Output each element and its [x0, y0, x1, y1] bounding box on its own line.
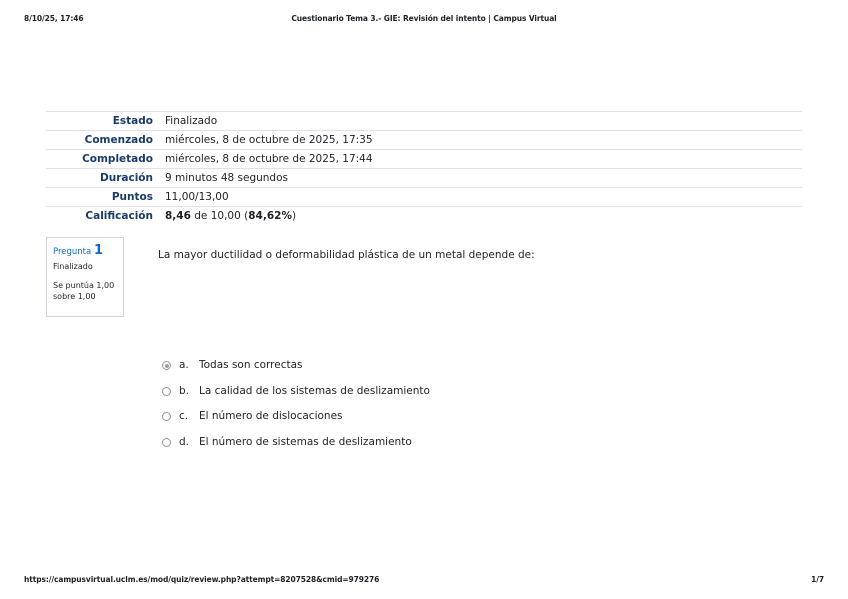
summary-row-duracion [46, 169, 802, 188]
summary-label: Duración [100, 172, 153, 184]
answer-letter: d. [179, 435, 190, 448]
summary-value [163, 207, 802, 226]
radio-icon[interactable] [162, 387, 171, 396]
question-label: Pregunta [53, 247, 92, 257]
print-header [24, 14, 824, 26]
summary-value: 9 minutos 48 segundos [165, 172, 288, 184]
summary-row-puntos [46, 188, 802, 207]
radio-selected-icon[interactable] [162, 361, 171, 370]
print-footer [24, 575, 824, 587]
answer-letter: a. [179, 359, 189, 371]
question-state: Finalizado [53, 262, 93, 271]
question-text: La mayor ductilidad o deformabilidad plástica de un metal depende de: [158, 249, 535, 261]
answer-text: El número de dislocaciones [199, 410, 343, 422]
summary-label: Estado [112, 115, 153, 127]
grade-score: 8,46 [165, 210, 191, 223]
answer-letter: c. [179, 410, 189, 422]
print-url: https://campusvirtual.uclm.es/mod/quiz/review.php?attempt=8207528&cmid=979276 [24, 575, 380, 584]
answer-option-a[interactable] [162, 359, 430, 385]
attempt-summary-table [46, 111, 802, 226]
summary-row-estado [46, 112, 802, 131]
grade-close: ) [291, 210, 297, 223]
answer-list [162, 359, 430, 461]
print-page-title: Cuestionario Tema 3.- GIE: Revisión del intento | Campus Virtual [291, 14, 557, 23]
summary-label: Puntos [111, 191, 153, 203]
answer-option-b[interactable] [162, 385, 430, 411]
summary-value: 11,00/13,00 [165, 191, 229, 203]
answer-text: El número de sistemas de deslizamiento [199, 435, 412, 448]
summary-row-comenzado [46, 131, 802, 150]
summary-value: Finalizado [165, 115, 218, 127]
answer-text: Todas son correctas [199, 359, 303, 371]
summary-row-calificacion [46, 207, 802, 226]
summary-value: miércoles, 8 de octubre de 2025, 17:35 [165, 134, 373, 146]
answer-option-d[interactable] [162, 436, 430, 462]
question-number-value: 1 [93, 243, 103, 258]
print-datetime: 8/10/25, 17:46 [24, 14, 84, 23]
summary-label: Completado [82, 153, 153, 165]
summary-label: Calificación [85, 210, 153, 223]
answer-option-c[interactable] [162, 410, 430, 436]
answer-letter: b. [179, 384, 190, 397]
radio-icon[interactable] [162, 438, 171, 447]
print-page-number: 1/7 [811, 575, 824, 584]
radio-icon[interactable] [162, 412, 171, 421]
summary-value: miércoles, 8 de octubre de 2025, 17:44 [165, 153, 373, 165]
question-number [53, 245, 117, 258]
summary-label: Comenzado [84, 134, 153, 146]
grade-out-of: de 10,00 ( [194, 210, 249, 223]
grade-percent: 84,62% [248, 210, 292, 223]
question-info-box [46, 237, 124, 317]
answer-text: La calidad de los sistemas de deslizamiento [199, 384, 430, 397]
summary-row-completado [46, 150, 802, 169]
question-grade: Se puntúa 1,00 sobre 1,00 [53, 281, 115, 301]
